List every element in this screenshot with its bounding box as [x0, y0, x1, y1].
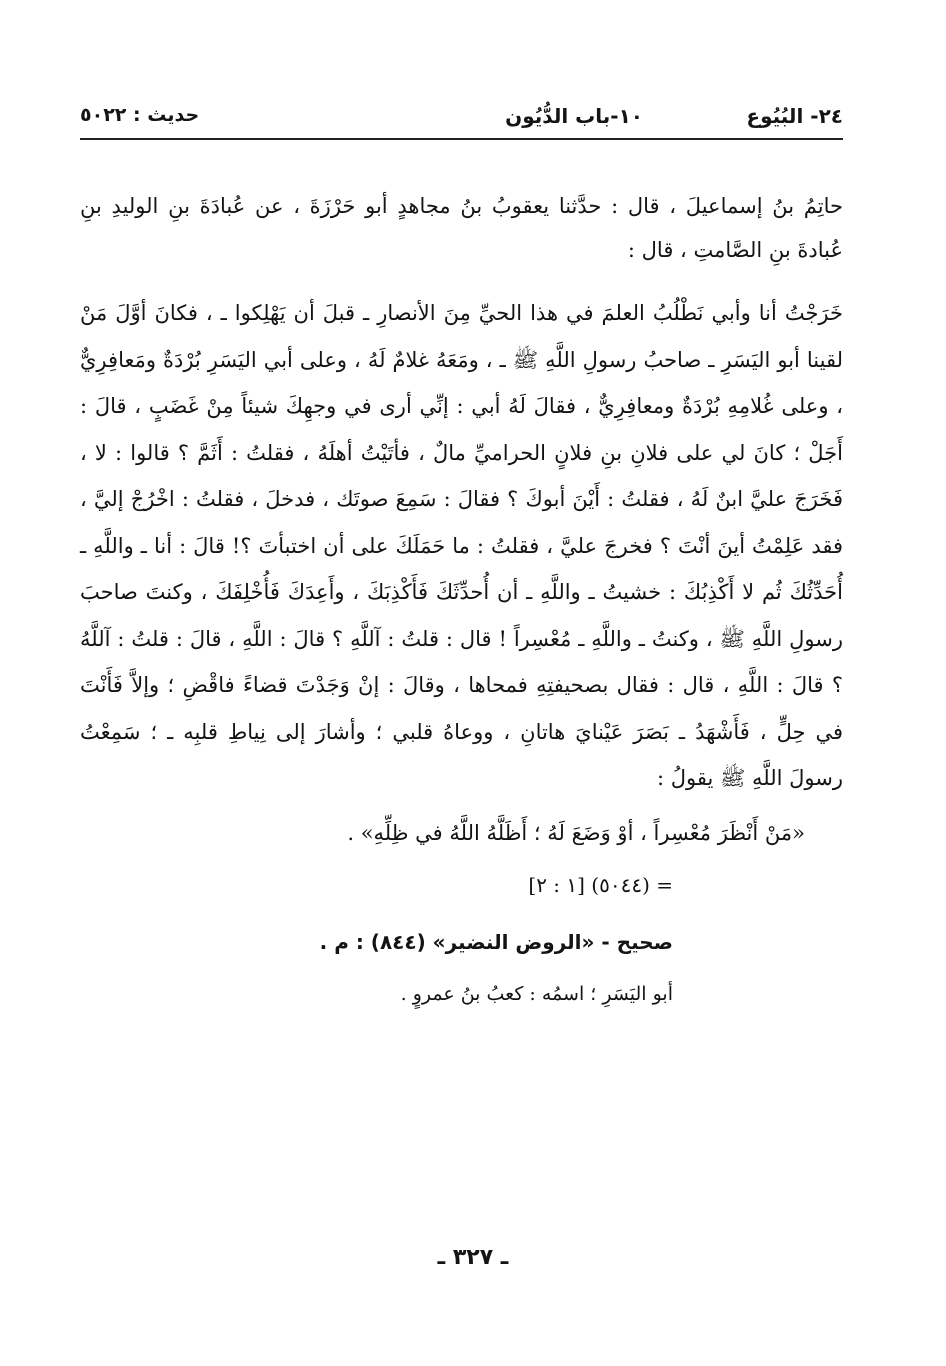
grading-line: صحيح - «الروض النضير» (٨٤٤) : م .	[319, 929, 673, 954]
header-rule	[80, 138, 843, 140]
page-number: ـ ٣٢٧ ـ	[437, 1245, 509, 1270]
hadith-quote: «مَنْ أَنْظَرَ مُعْسِراً ، أوْ وَضَعَ لَهُ ؛ أَظَلَّهُ اللَّهُ في ظِلِّهِ» .	[347, 820, 805, 845]
main-text	[80, 184, 843, 1018]
chapter-title: ١٠-باب الدُّيُون	[505, 104, 643, 128]
isnad-paragraph: حاتِمُ بنُ إسماعيلَ ، قال : حدَّثنا يعقوبُ بنُ مجاهدٍ أبو حَرْزَةَ ، عن عُبادَةَ بنِ الوليدِ بنِ عُبادةَ بنِ الصَّامتِ ، قال :	[80, 194, 843, 262]
narration-paragraph: خَرَجْتُ أنا وأبي نَطْلُبُ العلمَ في هذا الحيِّ مِنَ الأنصارِ ـ قبلَ أن يَهْلِكوا ـ ، فكانَ أوَّلَ مَنْ لقينا أبو اليَسَرِ ـ صاحبُ رسولِ اللَّهِ ﷺ ـ ، ومَعَهُ غلامٌ لَهُ ، وعلى أبي اليَسَرِ بُرْدَةٌ ومَعافِرِيٌّ ، وعلى غُلامِهِ بُرْدَةٌ ومعافِرِيٌّ ، فقالَ لَهُ أبي : إنِّي أرى في وجهِكَ شيئاً مِنْ غَضَبٍ ، قالَ : أَجَلْ ؛ كانَ لي على فلانِ بنِ فلانٍ الحراميِّ مالٌ ، فأتَيْتُ أهلَهُ ، فقلتُ : أَثَمَّ ؟ قالوا : لا ، فَخَرَجَ عليَّ ابنٌ لَهُ ، فقلتُ : أَيْنَ أبوكَ ؟ فقالَ : سَمِعَ صوتَك ، فدخلَ ، فقلتُ : اخْرُجْ إليَّ ، فقد عَلِمْتُ أينَ أنْتَ ؟ فخرجَ عليَّ ، فقلتُ : ما حَمَلَكَ على أن اختبأتَ ؟! قالَ : أنا ـ واللَّهِ ـ أُحَدِّثُكَ ثُم لا أَكْذِبُكَ : خشيتُ ـ واللَّهِ ـ أن أُحدِّثَكَ فَأَكْذِبَكَ ، وأَعِدَكَ فَأُخْلِفَكَ ، وكنتَ صاحبَ رسولِ اللَّهِ ﷺ ، وكنتُ ـ واللَّهِ ـ مُعْسِراً ! قال : قلتُ : آللَّهِ ؟ قالَ : اللَّهِ ، قالَ : قلتُ : آللَّهُ ؟ قالَ : اللَّهِ ، قال : فقال بصحيفتِهِ فمحاها ، وقالَ : إنْ وَجَدْتَ قضاءً فاقْضِ ؛ وإلاَّ فَأَنْتَ في حِلٍّ ، فَأَشْهَدُ ـ بَصَرَ عَيْنايَ هاتانِ ، ووعاهُ قلبي ؛ وأشارَ إلى نِياطِ قلبِه ـ ؛ سَمِعْتُ رسولَ اللَّهِ ﷺ يقولُ :	[80, 301, 843, 790]
running-header	[80, 98, 843, 138]
cross-reference: = (٥٠٤٤) [١ : ٢]	[528, 873, 673, 897]
footnote-line: أبو اليَسَرِ ؛ اسمُه : كعبُ بنُ عمروٍ .	[400, 983, 673, 1005]
book-title: ٢٤- البُيُوع	[746, 104, 843, 128]
hadith-number: حديث : ٥٠٢٢	[80, 104, 200, 126]
